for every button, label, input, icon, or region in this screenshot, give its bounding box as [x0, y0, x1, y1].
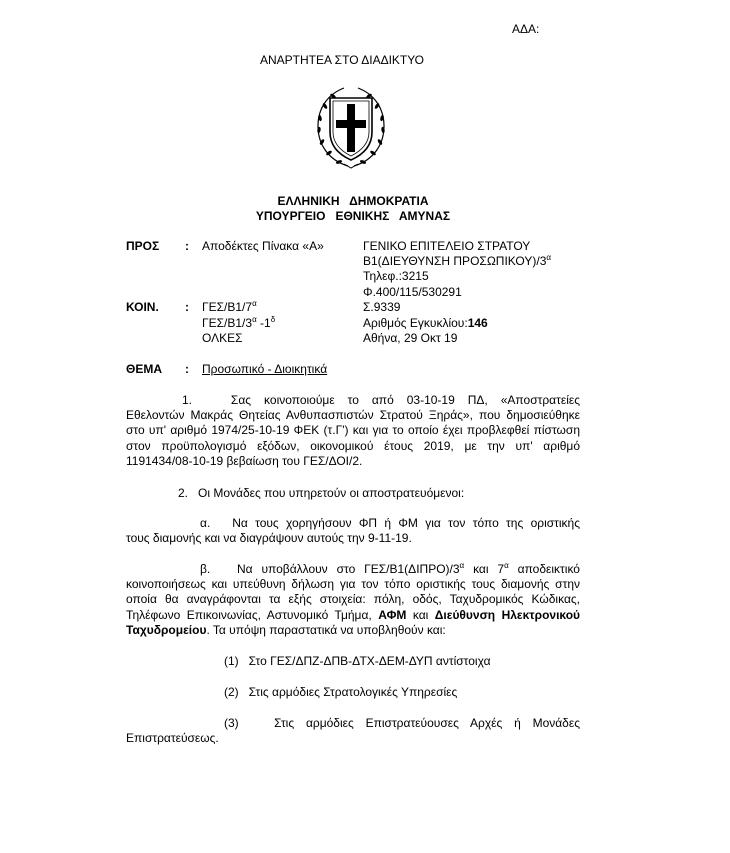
sigma-number: Σ.9339 [363, 300, 401, 314]
paragraph-2: 2. Οι Μονάδες που υπηρετούν οι αποστρατευόμενοι: [178, 486, 465, 500]
sender-phone: Τηλεφ.:3215 [363, 269, 429, 283]
ada-label: ΑΔΑ: [512, 22, 540, 36]
cc-recipient-2: ΓΕΣ/$B1/3^\alpha$ $-1^\delta$ [202, 315, 276, 330]
place-date: Αθήνα, 29 Οκτ 19 [363, 331, 458, 345]
cc-recipient-1: ΓΕΣ/$B1/7^\alpha$ [202, 299, 257, 314]
item-3: (3) Στις αρμόδιες Επιστρατεύουσες Αρχές ή Μονάδες Επιστρατεύσεως. [126, 716, 580, 746]
to-colon: : [185, 239, 189, 253]
greek-coat-of-arms-icon [314, 82, 388, 170]
republic-heading: ΕΛΛΗΝΙΚΗ ΔΗΜΟΚΡΑΤΙΑ [277, 194, 429, 208]
paragraph-1: 1. Σας κοινοποιούμε το από 03-10-19 ΠΔ, «Αποστρατείες Εθελοντών Μακράς Θητείας Ανθυπασπιστών Στρατού Ξηράς», που δημοσιεύθηκε στο υπ' αριθμό 1974/25-10-19 ΦΕΚ (τ.Γ') και για το οποίο έχει προβλεφθεί πίστωση στον προϋπολογισμό εξόδων, οικονομικού έτους 2019, με την υπ' αριθμό 1191434/08-10-19 βεβαίωση του ΓΕΣ/ΔΟΙ/2. [126, 393, 580, 468]
item-1: (1) Στο ΓΕΣ/ΔΠΖ-ΔΠΒ-ΔΤΧ-ΔΕΜ-ΔΥΠ αντίστοιχα [224, 654, 491, 668]
cc-colon: : [185, 300, 189, 314]
sender-org: ΓΕΝΙΚΟ ΕΠΙΤΕΛΕΙΟ ΣΤΡΑΤΟΥ [363, 239, 531, 253]
to-recipients: Αποδέκτες Πίνακα «Α» [202, 239, 324, 253]
paragraph-a: α. Να τους χορηγήσουν ΦΠ ή ΦΜ για τον τόπο της οριστικής τους διαμονής και να διαγράψουν αυτούς την 9-11-19. [126, 516, 580, 546]
circular-number: Αριθμός Εγκυκλίου:146 [363, 316, 488, 330]
paragraph-b: β. Να υποβάλλουν στο ΓΕΣ/$B1(\Delta I\Pi PO)/3^\alpha$ και $7^\alpha$ αποδεικτικό κοινοποιήσεως και υπεύθυνη δήλωση για τον τόπο οριστικής τους διαμονής στην οποία θα αναγράφονται τα εξής στοιχεία: πόλη, οδός, Ταχυδρομικός Κώδικας, Τηλέφωνο Επικοινωνίας, Αστυνομικό Τμήμα, ΑΦΜ και Διεύθυνση Ηλεκτρονικού Ταχυδρομείου. Τα υπόψη παραστατικά να υποβληθούν και: [126, 561, 581, 637]
cc-recipient-3: ΟΛΚΕΣ [202, 331, 243, 345]
item-2: (2) Στις αρμόδιες Στρατολογικές Υπηρεσίες [224, 685, 458, 699]
subject-label: ΘΕΜΑ [126, 362, 162, 376]
file-number: Φ.400/115/530291 [363, 285, 462, 299]
post-notice: ΑΝΑΡΤΗΤΕΑ ΣΤΟ ΔΙΑΔΙΚΤΥΟ [260, 53, 424, 67]
ministry-heading: ΥΠΟΥΡΓΕΙΟ ΕΘΝΙΚΗΣ ΑΜΥΝΑΣ [255, 209, 451, 223]
subject-value: Προσωπικό - Διοικητικά [202, 362, 328, 376]
sender-directorate: Β1(ΔΙΕΥΘΥΝΣΗ $\Pi PO\Sigma\Omega\Pi IKO\Upsilon)/3^\alpha$ [363, 253, 551, 268]
cc-label: ΚΟΙΝ. [126, 300, 159, 314]
subject-colon: : [185, 362, 189, 376]
to-label: ΠΡΟΣ [126, 239, 160, 253]
